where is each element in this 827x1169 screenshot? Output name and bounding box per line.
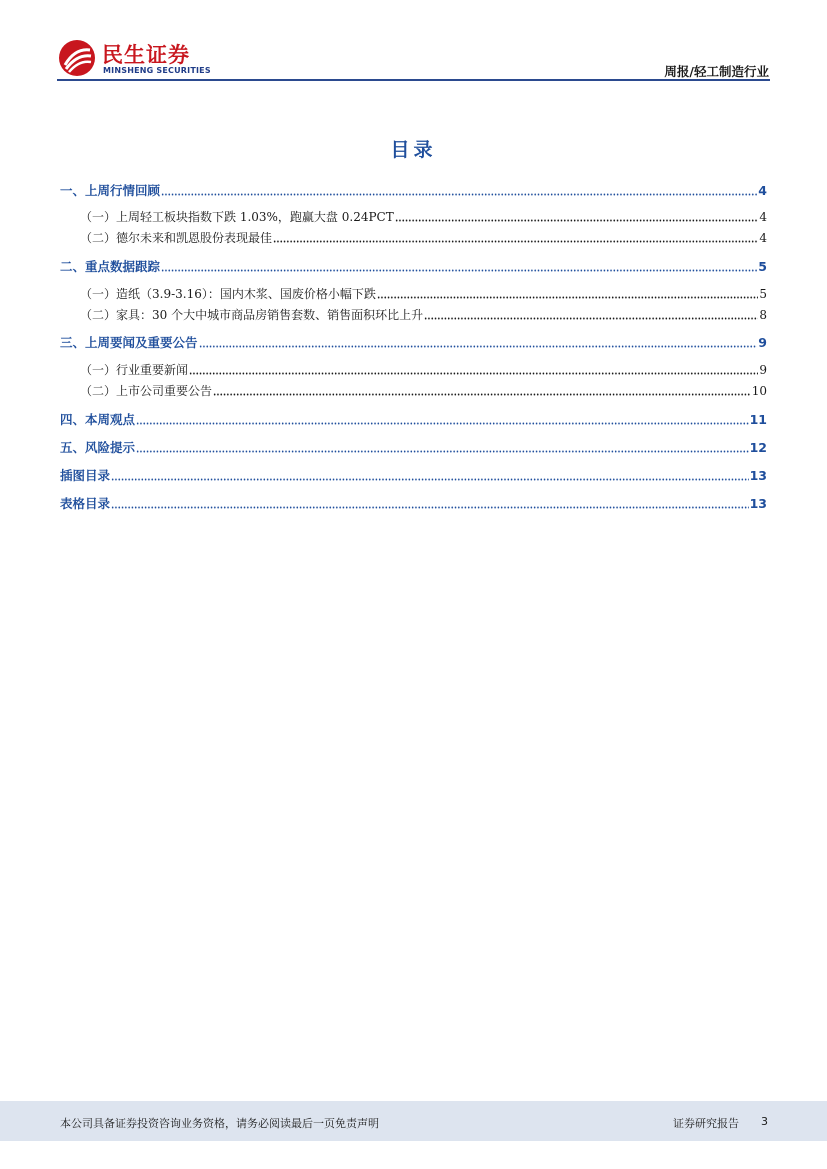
toc-dot-leader xyxy=(189,371,758,375)
footer-disclaimer: 本公司具备证券投资咨询业务资格，请务必阅读最后一页免责声明 xyxy=(60,1117,379,1130)
toc-entry-label: （二）家具：30 个大中城市商品房销售套数、销售面积环比上升 xyxy=(80,308,424,322)
toc-title: 目录 xyxy=(390,139,437,161)
toc-entry-page: 5 xyxy=(759,287,767,301)
toc-entry[interactable] xyxy=(80,285,767,302)
page-footer xyxy=(0,1101,827,1141)
toc-entry-page: 4 xyxy=(759,210,767,224)
toc-entry-label: 二、重点数据跟踪 xyxy=(60,259,161,274)
toc-entry[interactable] xyxy=(60,410,767,428)
toc-entry-label: （一）行业重要新闻 xyxy=(80,363,189,377)
header-divider xyxy=(57,79,770,81)
toc-entry-label: （二）上市公司重要公告 xyxy=(80,384,213,398)
toc-entry[interactable] xyxy=(80,208,767,225)
footer-doc-type: 证券研究报告 xyxy=(673,1117,739,1130)
toc-entry[interactable] xyxy=(80,361,767,378)
toc-entry-page: 4 xyxy=(759,231,767,245)
toc-entry-label: 四、本周观点 xyxy=(60,412,136,427)
toc-dot-leader xyxy=(395,218,759,222)
brand-name-en: MINSHENG SECURITIES xyxy=(103,66,211,75)
toc-entry-label: 三、上周要闻及重要公告 xyxy=(60,335,198,350)
toc-entry[interactable] xyxy=(80,382,767,399)
report-type-label: 周报/轻工制造行业 xyxy=(664,64,769,79)
toc-dot-leader xyxy=(111,505,749,509)
toc-dot-leader xyxy=(136,449,749,453)
toc-entry-page: 13 xyxy=(749,468,767,483)
toc-entry-page: 5 xyxy=(758,259,767,274)
toc-entry-label: （二）德尔未来和凯恩股份表现最佳 xyxy=(80,231,273,245)
toc-dot-leader xyxy=(161,268,757,272)
toc-entry-page: 9 xyxy=(758,335,767,350)
toc-entry-label: 插图目录 xyxy=(60,468,111,483)
toc-dot-leader xyxy=(424,316,758,320)
toc-dot-leader xyxy=(199,344,758,348)
toc-entry-label: 一、上周行情回顾 xyxy=(60,183,161,198)
toc-dot-leader xyxy=(213,392,751,396)
toc-dot-leader xyxy=(111,477,749,481)
toc-entry-page: 12 xyxy=(749,440,767,455)
toc-entry[interactable] xyxy=(80,306,767,323)
toc-entry-page: 13 xyxy=(749,496,767,511)
toc-entry[interactable] xyxy=(80,229,767,246)
toc-entry[interactable] xyxy=(60,466,767,484)
footer-page-number: 3 xyxy=(761,1115,768,1128)
toc-entry[interactable] xyxy=(60,181,767,199)
toc-entry-page: 11 xyxy=(749,412,767,427)
toc-entry[interactable] xyxy=(60,438,767,456)
toc-entry-page: 10 xyxy=(751,384,767,398)
toc-dot-leader xyxy=(161,192,757,196)
toc-entry-label: （一）造纸（3.9-3.16）：国内木浆、国废价格小幅下跌 xyxy=(80,287,376,301)
toc-entry-label: 五、风险提示 xyxy=(60,440,136,455)
toc-entry-page: 8 xyxy=(759,308,767,322)
toc-entry-page: 9 xyxy=(759,363,767,377)
toc-entry-label: 表格目录 xyxy=(60,496,111,511)
brand-name-cn: 民生证券 xyxy=(102,43,190,67)
minsheng-logo-icon xyxy=(57,38,97,78)
toc-entry-label: （一）上周轻工板块指数下跌 1.03%，跑赢大盘 0.24PCT xyxy=(80,210,394,224)
toc-entry[interactable] xyxy=(60,333,767,351)
toc-dot-leader xyxy=(273,239,758,243)
page-header xyxy=(0,0,827,82)
toc-dot-leader xyxy=(136,421,749,425)
toc-entry-page: 4 xyxy=(758,183,767,198)
toc-entry[interactable] xyxy=(60,257,767,275)
toc-entry[interactable] xyxy=(60,494,767,512)
toc-dot-leader xyxy=(377,295,759,299)
